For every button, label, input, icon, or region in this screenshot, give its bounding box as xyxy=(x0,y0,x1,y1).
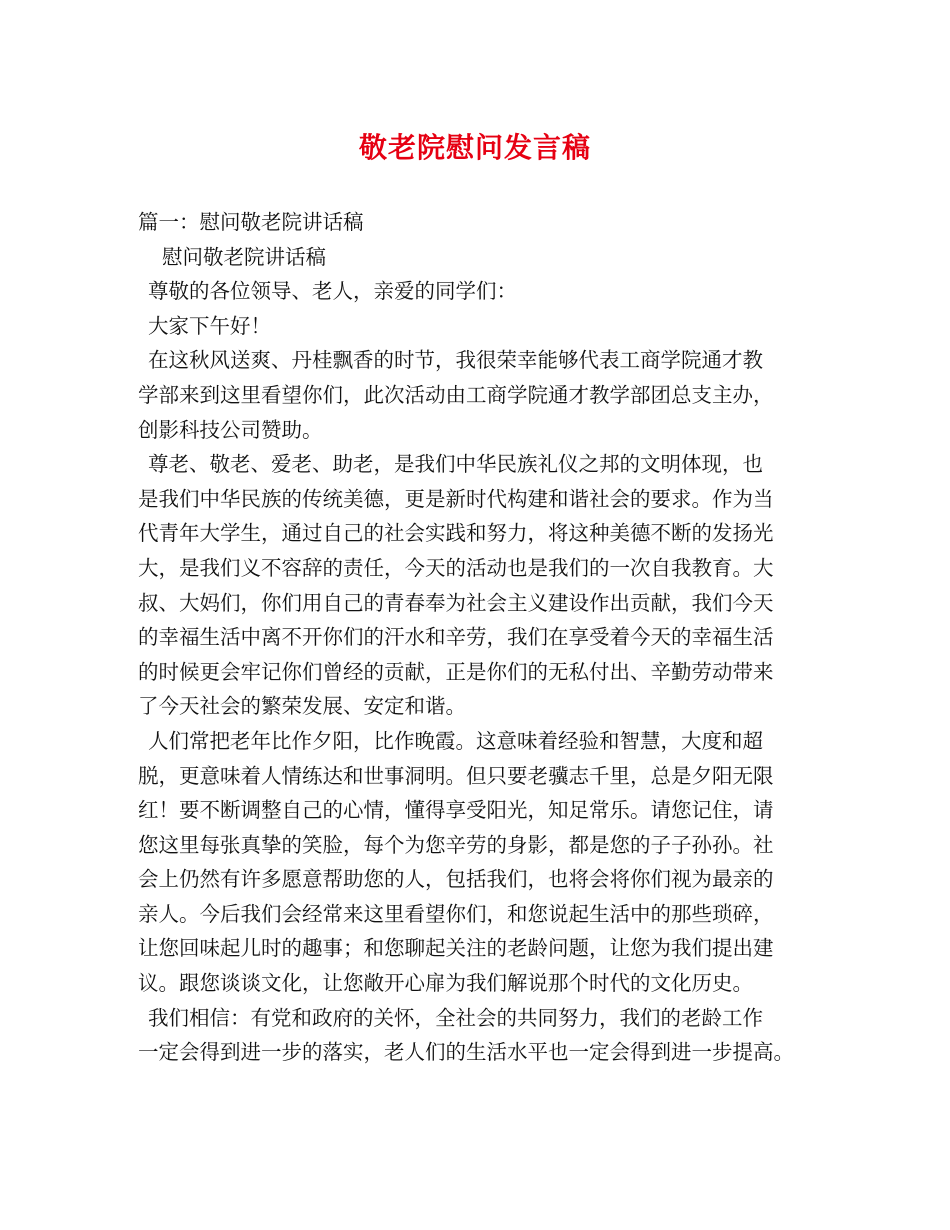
text-line: 人们常把老年比作夕阳，比作晚霞。这意味着经验和智慧，大度和超 xyxy=(148,728,763,753)
text-line: 一定会得到进一步的落实，老人们的生活水平也一定会得到进一步提高。 xyxy=(138,1040,794,1065)
text-line: 的幸福生活中离不开你们的汗水和辛劳，我们在享受着今天的幸福生活 xyxy=(138,625,774,650)
text-line: 大，是我们义不容辞的责任，今天的活动也是我们的一次自我教育。大 xyxy=(138,555,774,580)
text-line: 议。跟您谈谈文化，让您敞开心扉为我们解说那个时代的文化历史。 xyxy=(138,971,753,996)
document-title: 敬老院慰问发言稿 xyxy=(358,131,591,164)
text-line: 是我们中华民族的传统美德，更是新时代构建和谐社会的要求。作为当 xyxy=(138,486,774,511)
text-line: 在这秋风送爽、丹桂飘香的时节，我很荣幸能够代表工商学院通才教 xyxy=(148,348,763,373)
text-line: 代青年大学生，通过自己的社会实践和努力，将这种美德不断的发扬光 xyxy=(138,521,774,546)
text-line: 脱，更意味着人情练达和世事洞明。但只要老骥志千里，总是夕阳无限 xyxy=(138,763,774,788)
text-line: 了今天社会的繁荣发展、安定和谐。 xyxy=(138,694,466,719)
text-line: 大家下午好！ xyxy=(148,313,271,338)
text-line: 我们相信：有党和政府的关怀，全社会的共同努力，我们的老龄工作 xyxy=(148,1005,763,1030)
text-line: 让您回味起儿时的趣事；和您聊起关注的老龄问题，让您为我们提出建 xyxy=(138,936,774,961)
text-line: 慰问敬老院讲话稿 xyxy=(162,244,326,269)
text-line: 篇一：慰问敬老院讲话稿 xyxy=(138,210,364,234)
text-line: 红！要不断调整自己的心情，懂得享受阳光，知足常乐。请您记住，请 xyxy=(138,798,774,823)
document-body xyxy=(138,205,838,1070)
text-line: 亲人。今后我们会经常来这里看望你们，和您说起生活中的那些琐碎， xyxy=(138,901,774,926)
text-line: 创影科技公司赞助。 xyxy=(138,417,323,442)
text-line: 会上仍然有许多愿意帮助您的人，包括我们，也将会将你们视为最亲的 xyxy=(138,867,774,892)
text-line: 尊老、敬老、爱老、助老，是我们中华民族礼仪之邦的文明体现，也 xyxy=(148,452,763,477)
text-line: 您这里每张真挚的笑脸，每个为您辛劳的身影，都是您的子子孙孙。社 xyxy=(138,832,774,857)
text-line: 学部来到这里看望你们，此次活动由工商学院通才教学部团总支主办， xyxy=(138,382,774,407)
text-line: 叔、大妈们，你们用自己的青春奉为社会主义建设作出贡献，我们今天 xyxy=(138,590,774,615)
text-line: 尊敬的各位领导、老人，亲爱的同学们： xyxy=(148,279,517,304)
text-line: 的时候更会牢记你们曾经的贡献，正是你们的无私付出、辛勤劳动带来 xyxy=(138,659,774,684)
